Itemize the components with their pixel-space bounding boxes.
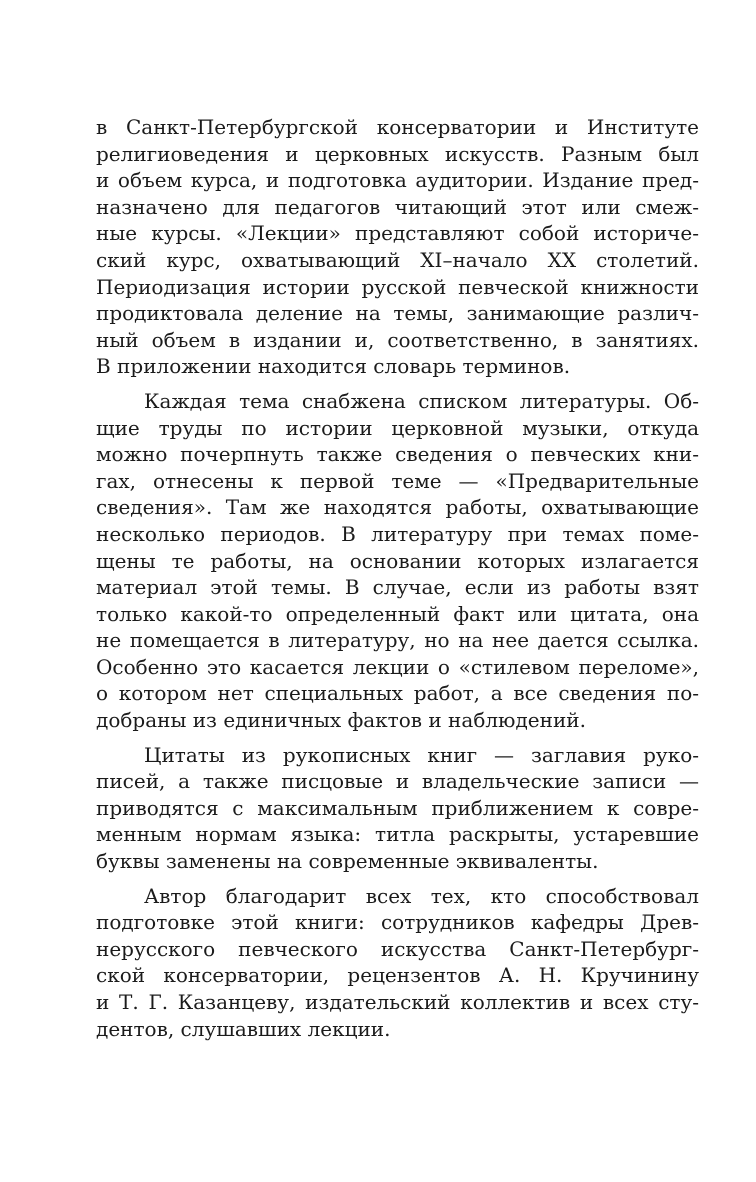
text-line: гах, отнесены к первой теме — «Предварительные bbox=[96, 468, 699, 493]
text-line: ской консерватории, рецензентов А. Н. Кручинину bbox=[96, 963, 699, 988]
text-line: ский курс, охватывающий XI–начало XX столетий. bbox=[96, 247, 699, 272]
text-line: в Санкт-Петербургской консерватории и Институте bbox=[96, 115, 699, 139]
text-line: дентов, слушавших лекции. bbox=[96, 1016, 391, 1041]
text-line: нерусского певческого искусства Санкт-Петербург- bbox=[96, 936, 699, 961]
text-line: можно почерпнуть также сведения о певческих кни- bbox=[96, 442, 699, 467]
text-line: и Т. Г. Казанцеву, издательский коллектив и всех сту- bbox=[96, 990, 699, 1014]
text-line: добраны из единичных фактов и наблюдений. bbox=[96, 708, 586, 733]
text-line: продиктовала деление на темы, занимающие различ- bbox=[96, 301, 699, 326]
text-line: ные курсы. «Лекции» представляют собой историче- bbox=[96, 221, 699, 246]
paragraph-1 bbox=[96, 114, 699, 380]
paragraph-4 bbox=[96, 883, 699, 1043]
text-line: ный объем в издании и, соответственно, в занятиях. bbox=[96, 327, 699, 352]
text-line: Цитаты из рукописных книг — заглавия руко- bbox=[144, 742, 699, 767]
paragraph-2 bbox=[96, 388, 699, 734]
text-line: не помещается в литературу, но на нее дается ссылка. bbox=[96, 628, 699, 653]
text-line: Каждая тема снабжена списком литературы. Об- bbox=[144, 388, 699, 413]
text-line: сведения». Там же находятся работы, охватывающие bbox=[96, 495, 699, 520]
text-line: только какой-то определенный факт или цитата, она bbox=[96, 601, 699, 626]
body-text bbox=[96, 114, 699, 1050]
text-line: менным нормам языка: титла раскрыты, устаревшие bbox=[96, 822, 699, 847]
text-line: назначено для педагогов читающий этот или смеж- bbox=[96, 194, 699, 219]
text-line: буквы заменены на современные эквиваленты. bbox=[96, 849, 599, 874]
text-line: приводятся с максимальным приближением к совре- bbox=[96, 795, 699, 820]
text-line: религиоведения и церковных искусств. Разным был bbox=[96, 141, 699, 166]
text-line: щие труды по истории церковной музыки, откуда bbox=[96, 415, 699, 440]
text-line: Автор благодарит всех тех, кто способствовал bbox=[144, 883, 699, 908]
paragraph-3 bbox=[96, 742, 699, 875]
text-line: щены те работы, на основании которых излагается bbox=[96, 548, 699, 573]
text-line: Особенно это касается лекции о «стилевом переломе», bbox=[96, 654, 699, 679]
text-line: и объем курса, и подготовка аудитории. Издание пред- bbox=[96, 168, 699, 193]
text-line: о котором нет специальных работ, а все сведения по- bbox=[96, 681, 699, 706]
text-line: В приложении находится словарь терминов. bbox=[96, 354, 571, 379]
text-line: подготовке этой книги: сотрудников кафедры Древ- bbox=[96, 910, 699, 935]
text-line: Периодизация истории русской певческой книжности bbox=[96, 274, 699, 299]
text-line: материал этой темы. В случае, если из работы взят bbox=[96, 575, 699, 600]
text-line: несколько периодов. В литературу при темах поме- bbox=[96, 521, 699, 546]
text-line: писей, а также писцовые и владельческие записи — bbox=[96, 769, 699, 794]
